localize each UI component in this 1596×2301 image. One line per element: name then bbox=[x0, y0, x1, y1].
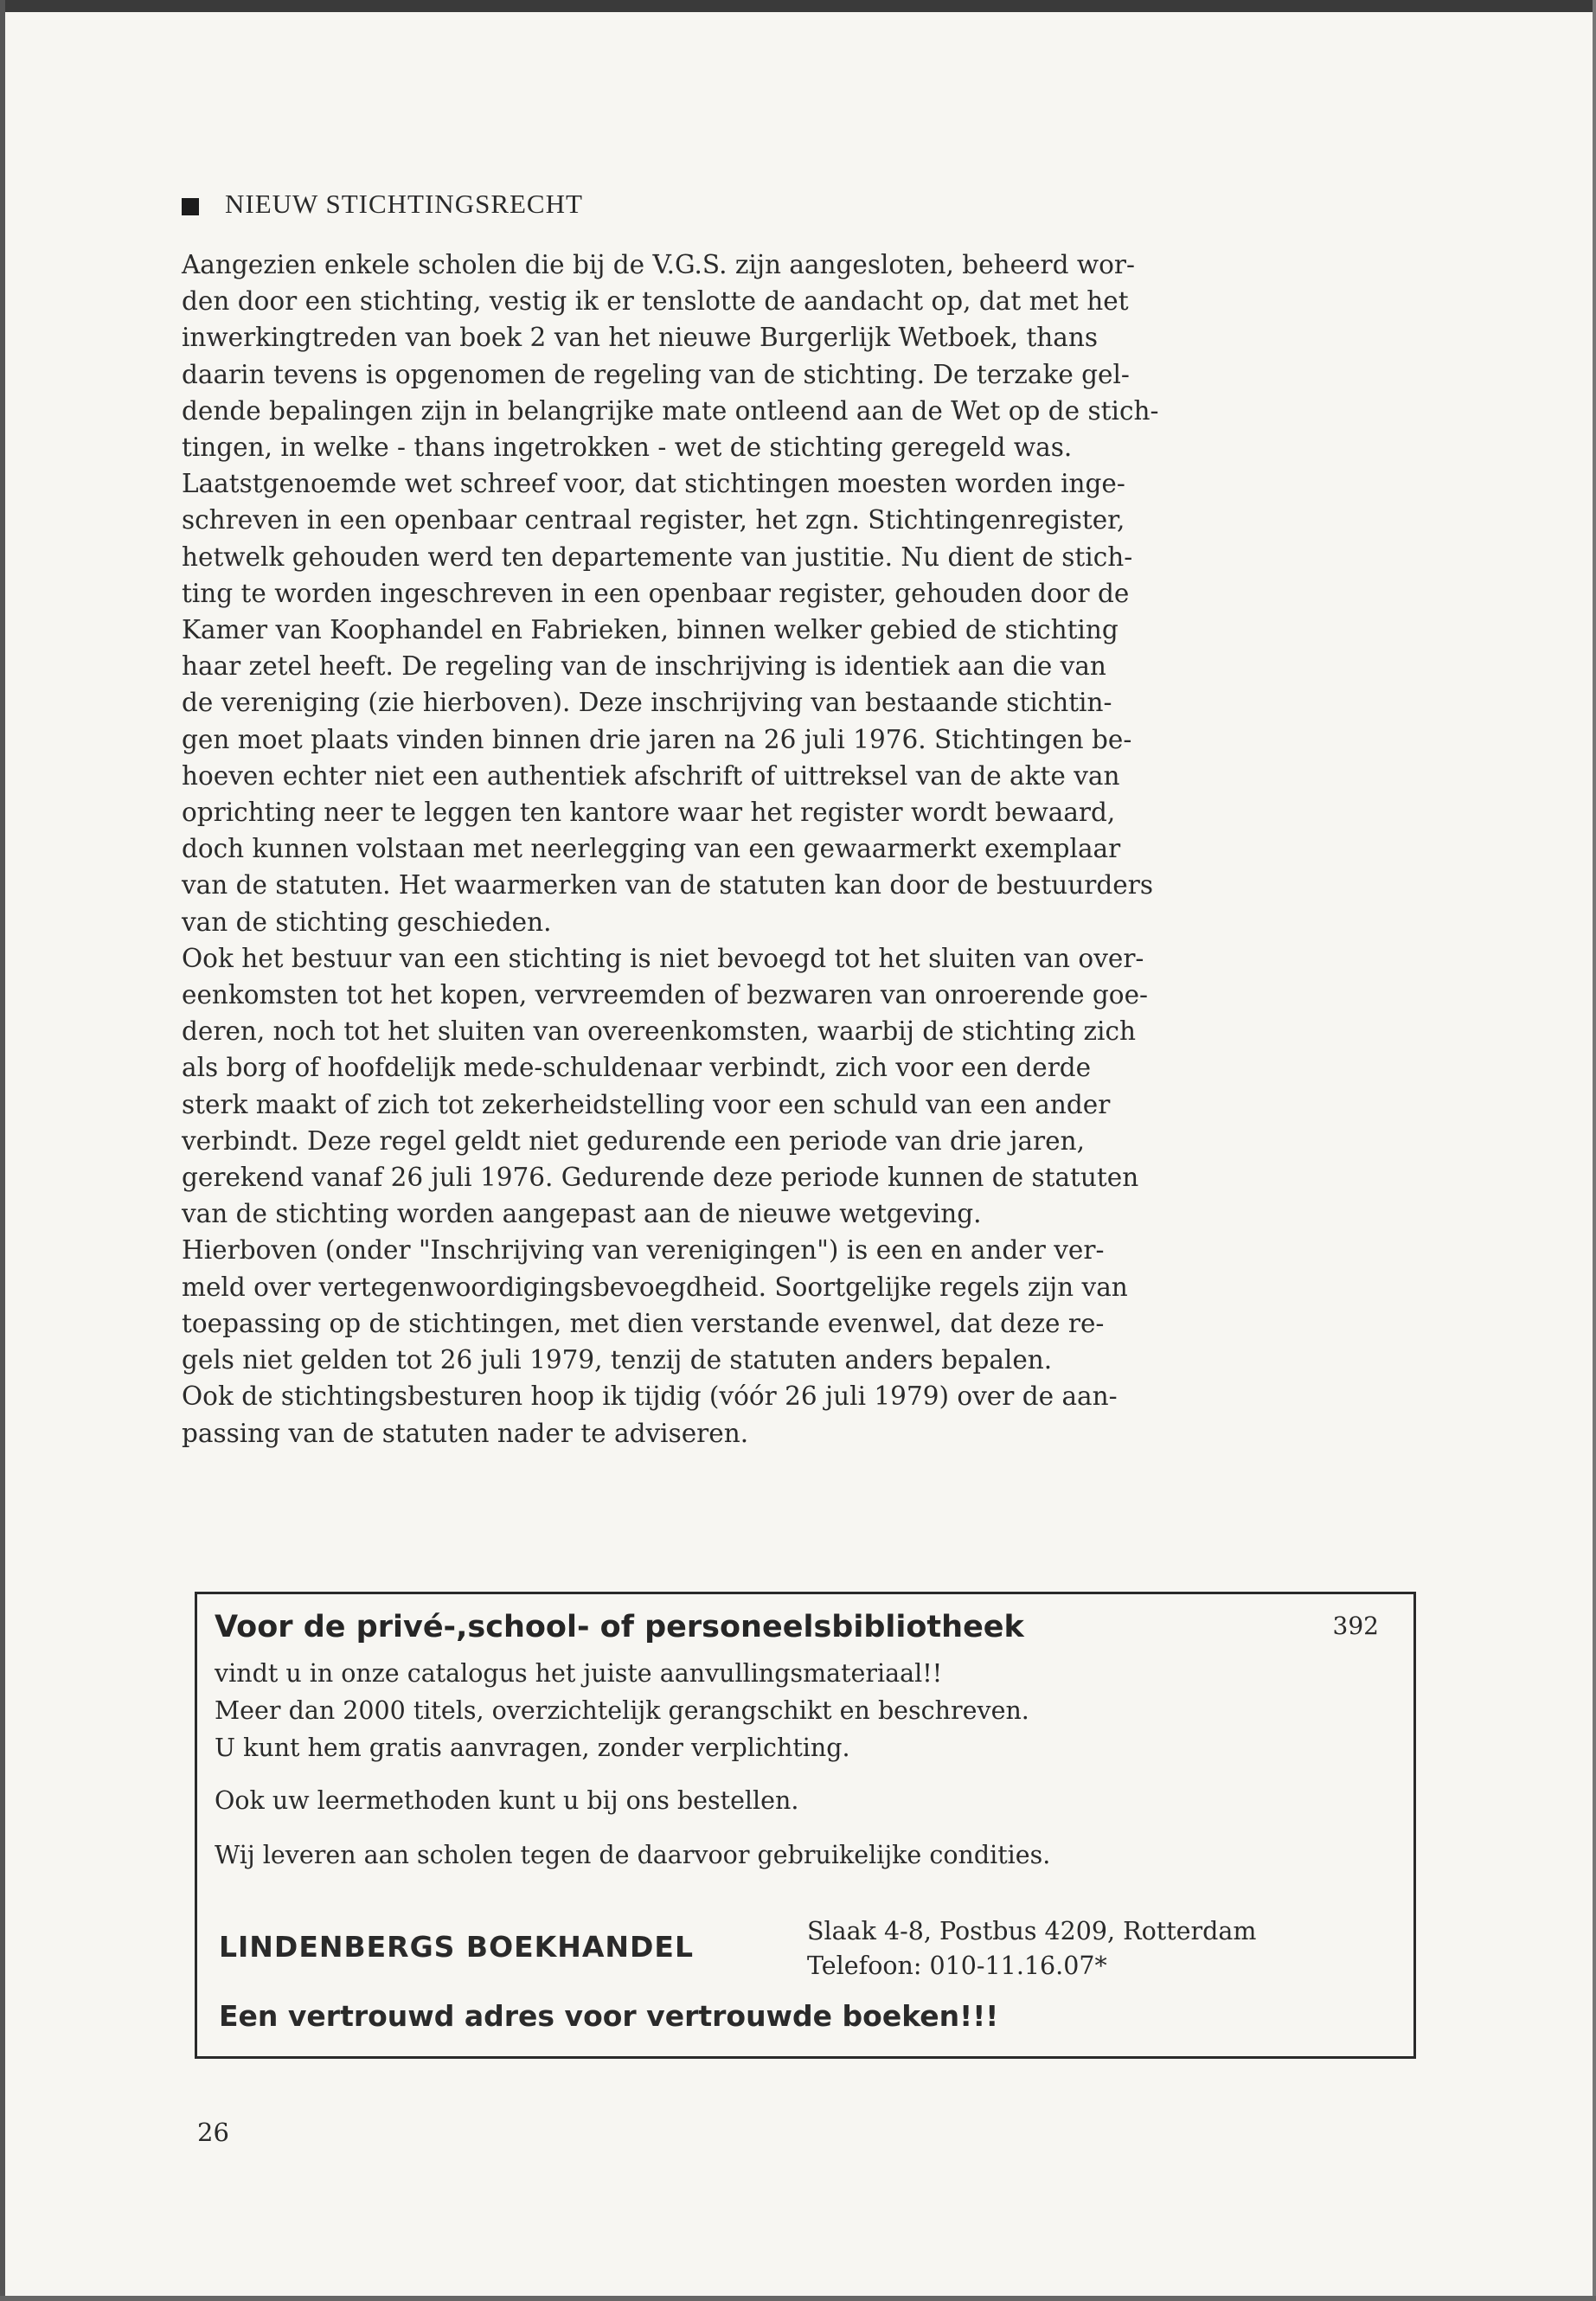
body-line: daarin tevens is opgenomen de regeling van de stichting. De terzake gel- bbox=[182, 359, 1130, 389]
body-line: Ook de stichtingsbesturen hoop ik tijdig (vóór 26 juli 1979) over de aan- bbox=[182, 1381, 1118, 1412]
body-line: inwerkingtreden van boek 2 van het nieuwe Burgerlijk Wetboek, thans bbox=[182, 323, 1099, 353]
ad-slogan: Een vertrouwd adres voor vertrouwde boeken!!! bbox=[219, 1999, 999, 2033]
body-line: Aangezien enkele scholen die bij de V.G.S. zijn aangesloten, beheerd wor- bbox=[182, 250, 1135, 279]
body-line: Hierboven (onder "Inschrijving van verenigingen") is een en ander ver- bbox=[182, 1235, 1105, 1266]
section-heading-text: NIEUW STICHTINGSRECHT bbox=[225, 189, 583, 219]
body-line: van de statuten. Het waarmerken van de statuten kan door de bestuurders bbox=[182, 870, 1153, 901]
section-heading bbox=[182, 189, 583, 220]
body-line: gerekend vanaf 26 juli 1976. Gedurende deze periode kunnen de statuten bbox=[182, 1163, 1139, 1193]
body-line: meld over vertegenwoordigingsbevoegdheid. Soortgelijke regels zijn van bbox=[182, 1272, 1128, 1302]
body-line: gen moet plaats vinden binnen drie jaren na 26 juli 1976. Stichtingen be- bbox=[182, 724, 1132, 754]
scan-edge-bottom bbox=[0, 2296, 1596, 2301]
ad-number: 392 bbox=[1332, 1612, 1379, 1640]
body-line: den door een stichting, vestig ik er tenslotte de aandacht op, dat met het bbox=[182, 286, 1129, 317]
page-number: 26 bbox=[197, 2118, 229, 2147]
body-line: tingen, in welke - thans ingetrokken - wet de stichting geregeld was. bbox=[182, 433, 1073, 463]
scan-edge-right bbox=[1593, 0, 1596, 2301]
store-phone: Telefoon: 010-11.16.07* bbox=[807, 1952, 1107, 1980]
body-line: schreven in een openbaar centraal register, het zgn. Stichtingenregister, bbox=[182, 505, 1125, 535]
body-line: haar zetel heeft. De regeling van de inschrijving is identiek aan die van bbox=[182, 651, 1106, 682]
body-line: Laatstgenoemde wet schreef voor, dat stichtingen moesten worden inge- bbox=[182, 469, 1125, 499]
body-text bbox=[182, 247, 1440, 1452]
body-line: hoeven echter niet een authentiek afschrift of uittreksel van de akte van bbox=[182, 760, 1120, 791]
body-line: passing van de statuten nader te adviseren. bbox=[182, 1418, 749, 1448]
store-address bbox=[807, 1914, 1256, 1984]
body-line: van de stichting worden aangepast aan de nieuwe wetgeving. bbox=[182, 1199, 982, 1229]
scan-edge-top bbox=[0, 0, 1596, 12]
store-name: LINDENBERGS BOEKHANDEL bbox=[219, 1930, 694, 1964]
advertisement-box bbox=[195, 1592, 1416, 2059]
body-line: oprichting neer te leggen ten kantore waar het register wordt bewaard, bbox=[182, 798, 1116, 828]
body-line: sterk maakt of zich tot zekerheidstelling voor een schuld van een ander bbox=[182, 1089, 1111, 1119]
body-line: hetwelk gehouden werd ten departemente van justitie. Nu dient de stich- bbox=[182, 542, 1133, 572]
body-line: Kamer van Koophandel en Fabrieken, binnen welker gebied de stichting bbox=[182, 615, 1118, 645]
body-line: dende bepalingen zijn in belangrijke mate ontleend aan de Wet op de stich- bbox=[182, 395, 1159, 426]
ad-line: Meer dan 2000 titels, overzichtelijk gerangschikt en beschreven. bbox=[215, 1696, 1029, 1725]
body-line: verbindt. Deze regel geldt niet gedurende een periode van drie jaren, bbox=[182, 1125, 1085, 1156]
body-line: doch kunnen volstaan met neerlegging van een gewaarmerkt exemplaar bbox=[182, 834, 1121, 864]
ad-line: Wij leveren aan scholen tegen de daarvoor gebruikelijke condities. bbox=[215, 1841, 1051, 1869]
ad-line: U kunt hem gratis aanvragen, zonder verplichting. bbox=[215, 1734, 850, 1762]
ad-line: Ook uw leermethoden kunt u bij ons bestellen. bbox=[215, 1786, 799, 1815]
body-line: van de stichting geschieden. bbox=[182, 907, 552, 937]
body-line: als borg of hoofdelijk mede-schuldenaar verbindt, zich voor een derde bbox=[182, 1053, 1092, 1083]
store-address-line: Slaak 4-8, Postbus 4209, Rotterdam bbox=[807, 1917, 1257, 1945]
body-line: toepassing op de stichtingen, met dien verstande evenwel, dat deze re- bbox=[182, 1308, 1105, 1338]
body-line: Ook het bestuur van een stichting is niet bevoegd tot het sluiten van over- bbox=[182, 943, 1144, 973]
ad-line: vindt u in onze catalogus het juiste aanvullingsmateriaal!! bbox=[215, 1659, 943, 1688]
bullet-square-icon bbox=[182, 198, 199, 215]
body-line: deren, noch tot het sluiten van overeenkomsten, waarbij de stichting zich bbox=[182, 1016, 1136, 1047]
body-line: de vereniging (zie hierboven). Deze inschrijving van bestaande stichtin- bbox=[182, 688, 1112, 718]
ad-title: Voor de privé-,school- of personeelsbibliotheek bbox=[215, 1610, 1024, 1644]
scan-edge-left bbox=[0, 0, 5, 2301]
body-line: gels niet gelden tot 26 juli 1979, tenzij de statuten anders bepalen. bbox=[182, 1345, 1053, 1375]
body-line: eenkomsten tot het kopen, vervreemden of bezwaren van onroerende goe- bbox=[182, 980, 1148, 1010]
body-line: ting te worden ingeschreven in een openbaar register, gehouden door de bbox=[182, 578, 1130, 608]
